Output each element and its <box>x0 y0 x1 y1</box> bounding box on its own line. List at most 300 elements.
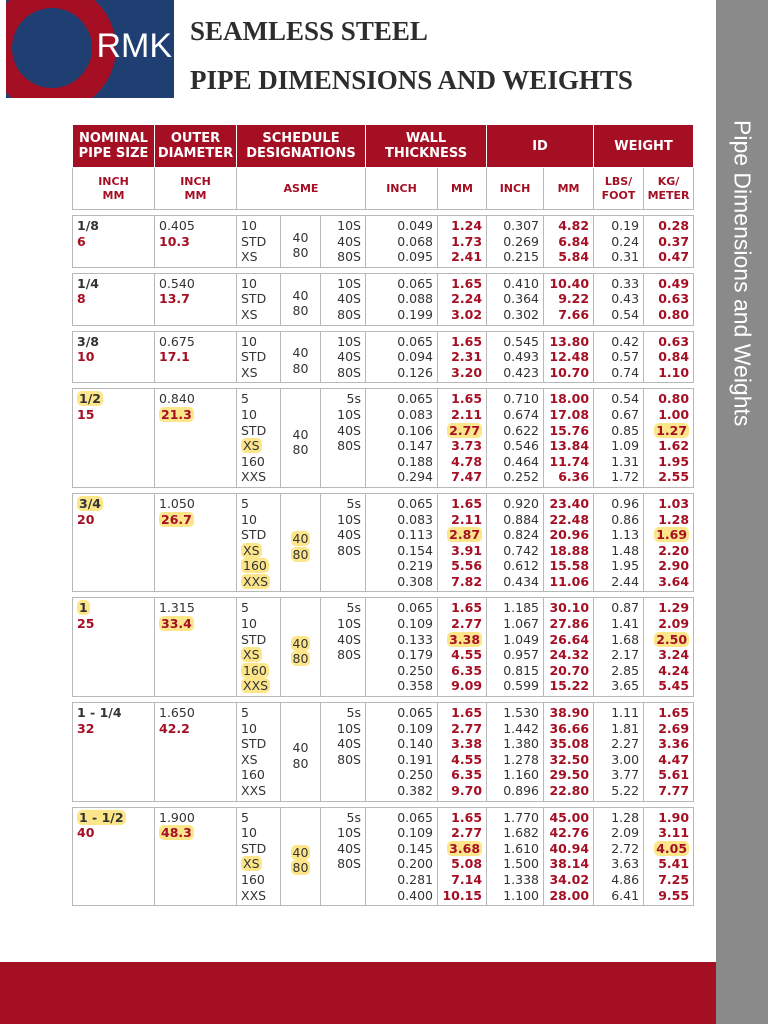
kg-value <box>648 632 689 648</box>
table-row <box>73 493 694 592</box>
wall-inch-value: 0.106 <box>397 422 433 438</box>
kg-value: 0.49 <box>658 275 690 291</box>
sched3-value: 40S <box>337 840 361 856</box>
pipe-table-body <box>73 210 694 906</box>
id-inch-value: 1.338 <box>503 871 540 887</box>
table-row <box>73 216 694 268</box>
sched2-cell <box>281 331 321 383</box>
wall-mm-value: 1.65 <box>451 391 483 407</box>
kg-value: 0.28 <box>658 218 690 233</box>
id-inch-value: 0.622 <box>503 422 540 438</box>
id-mm-value: 10.40 <box>549 275 590 291</box>
lbs-value: 1.95 <box>611 558 640 574</box>
wall-mm-value: 2.77 <box>451 720 483 736</box>
sched1-value: 10 <box>241 616 257 632</box>
wall-mm-value: 6.35 <box>451 662 483 678</box>
kg-value: 2.55 <box>658 469 690 485</box>
sched1-value <box>241 647 276 663</box>
wall-inch-value: 0.109 <box>397 720 433 736</box>
nominal-size-cell <box>73 598 155 697</box>
page-title-line2: PIPE DIMENSIONS AND WEIGHTS <box>190 65 633 95</box>
id-inch-value: 1.100 <box>503 887 540 903</box>
sched1-value: 10 <box>241 218 257 233</box>
table-row <box>73 273 694 325</box>
od-inch: 1.650 <box>159 705 195 721</box>
sched3-cell <box>321 703 366 802</box>
id-inch-value: 0.546 <box>503 438 540 454</box>
kg-value: 5.41 <box>658 856 690 872</box>
sched1-value: 10 <box>241 406 257 422</box>
nominal-size-cell <box>73 216 155 268</box>
id-inch-value: 0.269 <box>503 233 540 249</box>
wall-inch-value: 0.219 <box>397 558 433 574</box>
wall-mm-value: 3.02 <box>451 306 483 322</box>
sched2-value: 40 <box>292 287 309 303</box>
lbs-cell <box>594 807 644 906</box>
wall-inch-cell <box>366 807 438 906</box>
lbs-value: 0.43 <box>611 291 640 307</box>
wall-mm-value: 4.55 <box>451 751 483 767</box>
sched3-value: 80S <box>337 364 361 380</box>
sched2-cell <box>281 273 321 325</box>
id-mm-cell <box>544 389 594 488</box>
id-mm-value: 17.08 <box>549 406 590 422</box>
unit-asme: ASME <box>237 168 366 210</box>
id-mm-value: 6.84 <box>558 233 590 249</box>
wall-mm-cell <box>438 807 487 906</box>
wall-inch-value: 0.065 <box>397 391 433 407</box>
nps-inch <box>77 810 150 826</box>
unit-id-mm: MM <box>544 168 594 210</box>
wall-inch-value: 0.049 <box>397 218 433 233</box>
wall-inch-value: 0.109 <box>397 825 433 841</box>
sched2-value <box>285 531 316 547</box>
nps-inch-highlight: 3/4 <box>79 495 101 511</box>
lbs-value: 1.31 <box>611 453 640 469</box>
od-mm-highlight: 21.3 <box>161 406 192 422</box>
unit-id-inch: INCH <box>487 168 544 210</box>
id-mm-value: 40.94 <box>549 840 590 856</box>
wall-mm-value: 2.41 <box>451 249 483 265</box>
lbs-value: 0.31 <box>611 249 640 265</box>
kg-value: 4.24 <box>658 662 690 678</box>
nps-inch: 3/8 <box>77 333 99 349</box>
sched2-value-highlight: 80 <box>292 546 309 562</box>
wall-inch-cell <box>366 273 438 325</box>
nps-mm: 6 <box>77 233 86 249</box>
id-inch-value: 0.815 <box>503 662 540 678</box>
wall-inch-value: 0.088 <box>397 291 433 307</box>
lbs-value: 1.13 <box>611 527 640 543</box>
nominal-size-cell <box>73 703 155 802</box>
sched1-value: XXS <box>241 783 267 798</box>
sched1-value-highlight: XS <box>243 856 260 872</box>
nps-mm: 8 <box>77 291 86 307</box>
od-inch: 1.315 <box>159 600 195 616</box>
id-inch-value: 0.599 <box>503 678 540 694</box>
wall-mm-value: 9.09 <box>451 678 483 694</box>
id-mm-value: 11.06 <box>549 573 590 589</box>
kg-value: 0.37 <box>658 233 690 249</box>
id-inch-value: 0.464 <box>503 453 540 469</box>
sched1-value <box>241 438 276 454</box>
id-mm-value: 20.96 <box>549 527 590 543</box>
od-inch: 0.540 <box>159 275 195 291</box>
sched1-value: 160 <box>241 871 265 887</box>
col-schedule-designations: SCHEDULE DESIGNATIONS <box>237 125 366 168</box>
lbs-value: 0.33 <box>611 275 640 291</box>
col-weight: WEIGHT <box>594 125 694 168</box>
wall-mm-cell <box>438 598 487 697</box>
kg-value: 1.03 <box>658 495 690 511</box>
sched2-value <box>285 860 316 876</box>
col-outer-diameter: OUTER DIAMETER <box>155 125 237 168</box>
id-inch-value: 1.278 <box>503 751 540 767</box>
id-inch-value: 0.434 <box>503 573 540 589</box>
sched1-value-highlight: XS <box>243 438 260 454</box>
sidebar-title: Pipe Dimensions and Weights <box>729 120 756 427</box>
kg-value: 2.90 <box>658 558 690 574</box>
sched1-value-highlight: XS <box>243 542 260 558</box>
wall-mm-value-highlight: 2.87 <box>449 527 481 543</box>
id-inch-value: 1.380 <box>503 736 540 752</box>
sched1-value: 5 <box>241 705 249 721</box>
sched1-value <box>241 543 276 559</box>
sched1-value-highlight: XXS <box>243 573 269 589</box>
sched3-value: 80S <box>337 249 361 265</box>
od-mm-highlight: 26.7 <box>161 511 192 527</box>
od-mm-highlight: 33.4 <box>161 616 192 632</box>
wall-mm-cell <box>438 389 487 488</box>
sched2-value: 40 <box>292 345 309 361</box>
sched1-value: 5 <box>241 391 249 407</box>
wall-mm-value: 1.73 <box>451 233 483 249</box>
id-mm-value: 13.80 <box>549 333 590 349</box>
nps-inch <box>77 391 150 407</box>
sched2-cell <box>281 807 321 906</box>
id-mm-value: 32.50 <box>549 751 590 767</box>
id-inch-value: 1.500 <box>503 856 540 872</box>
wall-inch-cell <box>366 216 438 268</box>
outer-diameter-cell <box>155 389 237 488</box>
od-mm: 42.2 <box>159 720 190 736</box>
id-inch-value: 1.610 <box>503 840 540 856</box>
wall-mm-value: 5.08 <box>451 856 483 872</box>
nps-inch: 1/8 <box>77 218 99 233</box>
sched1-value-highlight: 160 <box>243 558 267 574</box>
col-wall-thickness: WALL THICKNESS <box>366 125 487 168</box>
wall-mm-value: 1.65 <box>451 333 483 349</box>
lbs-value: 5.22 <box>611 783 640 798</box>
wall-mm-value-highlight: 2.77 <box>449 422 481 438</box>
id-inch-value: 0.423 <box>503 364 540 380</box>
lbs-value: 2.17 <box>611 647 640 663</box>
kg-cell <box>644 273 694 325</box>
nominal-size-cell <box>73 389 155 488</box>
sched2-value-highlight: 40 <box>292 635 309 651</box>
sched2-value: 80 <box>292 442 309 458</box>
lbs-value: 2.85 <box>611 662 640 678</box>
kg-cell <box>644 331 694 383</box>
wall-inch-value: 0.199 <box>397 306 433 322</box>
id-inch-value: 0.302 <box>503 306 540 322</box>
wall-inch-value: 0.179 <box>397 647 433 663</box>
nominal-size-cell <box>73 493 155 592</box>
lbs-cell <box>594 216 644 268</box>
kg-value <box>648 841 689 857</box>
id-mm-value: 15.22 <box>549 678 590 694</box>
sched2-value: 80 <box>292 360 309 376</box>
id-inch-value: 1.442 <box>503 720 540 736</box>
wall-mm-value: 9.70 <box>451 783 483 798</box>
header-row-units <box>73 168 694 210</box>
wall-inch-value: 0.382 <box>397 783 433 798</box>
id-inch-value: 0.957 <box>503 647 540 663</box>
sched1-value-highlight: 160 <box>243 662 267 678</box>
sched2-value: 80 <box>292 755 309 771</box>
nominal-size-cell <box>73 807 155 906</box>
sched1-value: XXS <box>241 469 267 485</box>
od-inch: 0.840 <box>159 391 195 407</box>
wall-mm-value: 3.91 <box>451 542 483 558</box>
id-mm-value: 15.58 <box>549 558 590 574</box>
kg-cell <box>644 598 694 697</box>
sched1-value: 10 <box>241 275 257 291</box>
sched3-value: 80S <box>337 856 361 872</box>
lbs-value: 1.48 <box>611 542 640 558</box>
sched2-value <box>285 845 316 861</box>
id-mm-value: 38.14 <box>549 856 590 872</box>
wall-mm-value <box>442 841 482 857</box>
wall-inch-value: 0.145 <box>397 840 433 856</box>
wall-mm-cell <box>438 216 487 268</box>
wall-inch-cell <box>366 598 438 697</box>
unit-nominal: INCH MM <box>73 168 155 210</box>
nominal-size-cell <box>73 273 155 325</box>
lbs-value: 1.41 <box>611 616 640 632</box>
od-mm: 13.7 <box>159 291 190 307</box>
unit-outer: INCH MM <box>155 168 237 210</box>
id-mm-value: 38.90 <box>549 705 590 721</box>
id-inch-value: 0.493 <box>503 349 540 365</box>
sched3-value: 10S <box>337 616 361 632</box>
kg-value: 7.77 <box>658 783 690 798</box>
id-mm-cell <box>544 493 594 592</box>
sched1-value: STD <box>241 840 267 856</box>
sched1-value: 10 <box>241 825 257 841</box>
nps-mm: 25 <box>77 616 95 632</box>
table-row <box>73 331 694 383</box>
wall-inch-value: 0.065 <box>397 600 433 616</box>
id-mm-cell <box>544 331 594 383</box>
kg-value: 5.45 <box>658 678 690 694</box>
od-inch: 0.405 <box>159 218 195 233</box>
kg-value: 1.10 <box>658 364 690 380</box>
sched2-value: 40 <box>292 426 309 442</box>
sched1-cell <box>237 216 281 268</box>
sched1-value: 10 <box>241 333 257 349</box>
nps-inch: 1/4 <box>77 275 99 291</box>
lbs-value: 0.86 <box>611 511 640 527</box>
id-mm-value: 10.70 <box>549 364 590 380</box>
outer-diameter-cell <box>155 598 237 697</box>
wall-mm-value: 1.65 <box>451 809 483 825</box>
lbs-value: 4.86 <box>611 871 640 887</box>
wall-mm-value: 1.65 <box>451 705 483 721</box>
sched3-value: 80S <box>337 647 361 663</box>
lbs-value: 1.28 <box>611 809 640 825</box>
outer-diameter-cell <box>155 703 237 802</box>
wall-mm-value: 7.14 <box>451 871 483 887</box>
id-mm-value: 20.70 <box>549 662 590 678</box>
kg-value: 0.63 <box>658 333 690 349</box>
unit-kg-meter: KG/ METER <box>644 168 694 210</box>
sched2-value-highlight: 40 <box>292 844 309 860</box>
kg-cell <box>644 493 694 592</box>
lbs-value: 0.24 <box>611 233 640 249</box>
nps-mm: 15 <box>77 406 95 422</box>
id-mm-cell <box>544 216 594 268</box>
id-inch-value: 0.545 <box>503 333 540 349</box>
id-mm-value: 9.22 <box>558 291 590 307</box>
lbs-value: 0.57 <box>611 349 640 365</box>
wall-inch-value: 0.147 <box>397 438 433 454</box>
kg-value <box>648 527 689 543</box>
sched1-value <box>241 558 276 574</box>
outer-diameter-cell <box>155 216 237 268</box>
sched1-value <box>241 678 276 694</box>
wall-mm-value <box>442 423 482 439</box>
lbs-value: 6.41 <box>611 887 640 903</box>
wall-mm-value: 4.55 <box>451 647 483 663</box>
wall-inch-value: 0.065 <box>397 809 433 825</box>
sched1-value: 5 <box>241 600 249 616</box>
sched3-value: 80S <box>337 542 361 558</box>
wall-mm-value-highlight: 3.38 <box>449 631 481 647</box>
sched1-value-highlight: XXS <box>243 678 269 694</box>
sched3-value: 10S <box>337 720 361 736</box>
id-mm-value: 4.82 <box>558 218 590 233</box>
sched3-cell <box>321 493 366 592</box>
page-title-line1: SEAMLESS STEEL <box>190 16 428 46</box>
sched1-value-highlight: XS <box>243 647 260 663</box>
lbs-value: 1.72 <box>611 469 640 485</box>
lbs-cell <box>594 273 644 325</box>
sched3-cell <box>321 216 366 268</box>
wall-mm-value: 6.35 <box>451 767 483 783</box>
nps-inch: 1 - 1/4 <box>77 705 122 721</box>
id-inch-value: 1.770 <box>503 809 540 825</box>
lbs-value: 3.65 <box>611 678 640 694</box>
wall-inch-cell <box>366 703 438 802</box>
od-mm: 17.1 <box>159 349 190 365</box>
sched2-value <box>285 651 316 667</box>
od-mm <box>159 512 232 528</box>
sched1-value <box>241 856 276 872</box>
wall-mm-value: 1.65 <box>451 275 483 291</box>
id-inch-value: 0.612 <box>503 558 540 574</box>
wall-mm-cell <box>438 331 487 383</box>
kg-value: 9.55 <box>658 887 690 903</box>
id-inch-value: 0.410 <box>503 275 540 291</box>
wall-mm-value: 3.20 <box>451 364 483 380</box>
sched1-value: STD <box>241 736 267 752</box>
sched3-cell <box>321 807 366 906</box>
logo-text: RMK <box>96 27 172 65</box>
wall-mm-value: 1.65 <box>451 600 483 616</box>
lbs-value: 0.54 <box>611 391 640 407</box>
sched1-cell <box>237 273 281 325</box>
kg-value: 3.64 <box>658 573 690 589</box>
id-inch-value: 0.710 <box>503 391 540 407</box>
id-mm-value: 12.48 <box>549 349 590 365</box>
wall-inch-value: 0.109 <box>397 616 433 632</box>
kg-value: 5.61 <box>658 767 690 783</box>
wall-inch-value: 0.140 <box>397 736 433 752</box>
kg-cell <box>644 703 694 802</box>
nps-mm: 40 <box>77 825 95 841</box>
kg-value: 7.25 <box>658 871 690 887</box>
id-mm-value: 5.84 <box>558 249 590 265</box>
id-mm-value: 30.10 <box>549 600 590 616</box>
wall-mm-value: 3.38 <box>451 736 483 752</box>
wall-inch-value: 0.126 <box>397 364 433 380</box>
sched3-value: 40S <box>337 736 361 752</box>
id-mm-value: 24.32 <box>549 647 590 663</box>
wall-inch-value: 0.358 <box>397 678 433 694</box>
id-inch-cell <box>487 389 544 488</box>
id-mm-value: 27.86 <box>549 616 590 632</box>
wall-inch-value: 0.065 <box>397 333 433 349</box>
lbs-value: 2.09 <box>611 825 640 841</box>
sched3-value: 40S <box>337 527 361 543</box>
sched2-value: 40 <box>292 740 309 756</box>
od-inch: 1.050 <box>159 495 195 511</box>
wall-mm-value: 1.24 <box>451 218 483 233</box>
wall-inch-value: 0.294 <box>397 469 433 485</box>
wall-mm-value: 1.65 <box>451 495 483 511</box>
lbs-value: 2.72 <box>611 840 640 856</box>
sched2-cell <box>281 598 321 697</box>
sched1-value: STD <box>241 349 267 365</box>
od-mm <box>159 616 232 632</box>
sched2-value-highlight: 40 <box>292 531 309 547</box>
id-inch-cell <box>487 598 544 697</box>
kg-value <box>648 423 689 439</box>
wall-inch-value: 0.308 <box>397 573 433 589</box>
id-inch-value: 0.824 <box>503 527 540 543</box>
id-inch-value: 0.742 <box>503 542 540 558</box>
id-mm-value: 13.84 <box>549 438 590 454</box>
id-mm-value: 29.50 <box>549 767 590 783</box>
wall-mm-value: 2.31 <box>451 349 483 365</box>
wall-mm-value <box>442 632 482 648</box>
lbs-value: 0.42 <box>611 333 640 349</box>
lbs-value: 0.87 <box>611 600 640 616</box>
sched1-value: STD <box>241 527 267 543</box>
sched3-value: 5s <box>346 600 361 616</box>
kg-value: 1.95 <box>658 453 690 469</box>
sched3-value: 40S <box>337 349 361 365</box>
outer-diameter-cell <box>155 331 237 383</box>
nps-inch-highlight: 1 <box>79 600 88 616</box>
sched3-value: 10S <box>337 406 361 422</box>
wall-mm-value: 5.56 <box>451 558 483 574</box>
header-row-main <box>73 125 694 168</box>
sched2-value <box>285 547 316 563</box>
lbs-cell <box>594 703 644 802</box>
nps-mm: 32 <box>77 720 95 736</box>
